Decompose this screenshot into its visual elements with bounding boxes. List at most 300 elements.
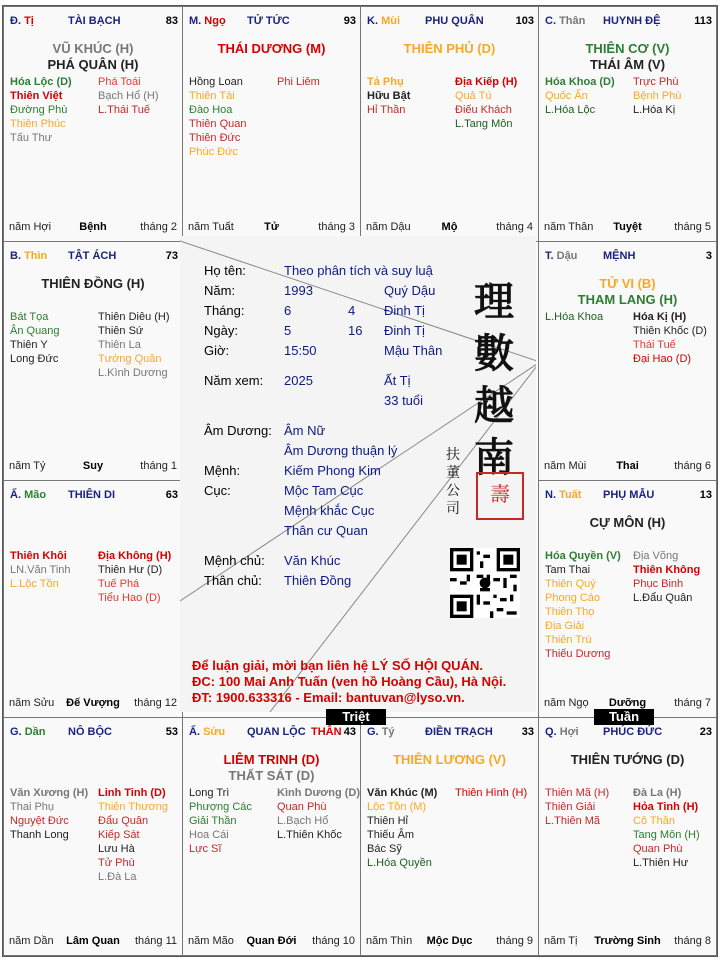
palace-branch [367, 15, 400, 27]
minor-star: Long Trì [189, 787, 230, 799]
minor-star: Thiên Đức [189, 132, 241, 144]
footer-month: tháng 4 [496, 221, 533, 233]
palace-number: 63 [165, 489, 178, 501]
ho-ten-value: Theo phân tích và suy luậ [284, 263, 433, 278]
nam-can-chi: Quý Dậu [384, 283, 436, 298]
minor-star: L.Hóa Kị [633, 104, 676, 116]
minor-star: L.Hóa Lộc [545, 104, 596, 116]
palace-tu-tuc[interactable] [182, 6, 361, 242]
palace-tat-ach[interactable] [3, 241, 183, 481]
minor-star: L.Thái Tuế [98, 104, 150, 116]
palace-huynh-de[interactable] [538, 6, 717, 242]
minor-star: Thiên Giải [545, 801, 596, 813]
stars-left-column [10, 549, 71, 591]
minor-star: Lực Sĩ [189, 843, 222, 855]
branch-prefix: K. [367, 15, 378, 27]
minor-star: Thiên Khốc (D) [633, 325, 707, 337]
than-chu-label: Thân chủ: [204, 573, 262, 588]
contact-phone-email[interactable]: ĐT: 1900.633316 - Email: bantuvan@lyso.vn. [192, 690, 465, 705]
stars-left-column [367, 786, 437, 870]
minor-star: Địa Giải [545, 620, 585, 632]
palace-dien-trach[interactable] [360, 717, 539, 956]
stars-right-column [98, 75, 159, 117]
palace-name: PHU QUÂN [425, 15, 484, 27]
stars-right-column [633, 549, 700, 605]
stars-right-column [633, 786, 700, 870]
minor-star: Thái Tuế [633, 339, 676, 351]
palace-branch [545, 15, 585, 27]
nam-xem-can-chi: Ất Tị [384, 373, 411, 388]
palace-header [8, 726, 178, 740]
minor-star: Phi Liêm [277, 76, 320, 88]
main-stars [539, 752, 716, 768]
palace-name: TÀI BẠCH [68, 15, 121, 27]
main-star: THAM LANG (H) [577, 292, 678, 307]
palace-number: 3 [705, 250, 712, 262]
stars-right-column [98, 786, 168, 884]
palace-name: HUYNH ĐỆ [603, 15, 661, 27]
palace-number: 93 [343, 15, 356, 27]
thang-label: Tháng: [204, 303, 245, 318]
minor-star: Thiên Diêu (H) [98, 311, 170, 323]
palace-name: PHÚC ĐỨC [603, 726, 663, 738]
footer-month: tháng 5 [674, 221, 711, 233]
minor-star: L.Hóa Khoa [545, 311, 604, 323]
minor-star: Tấu Thư [10, 132, 53, 144]
branch-prefix: B. [10, 250, 21, 262]
main-star: THÁI ÂM (V) [589, 57, 666, 72]
calligraphy-char: 越 [474, 382, 514, 429]
palace-footer [544, 221, 711, 235]
palace-branch [10, 726, 45, 738]
branch-prefix: G. [367, 726, 379, 738]
minor-star: Kình Dương (D) [277, 787, 360, 799]
footer-year: năm Dần [9, 935, 54, 947]
stars-right-column [455, 75, 517, 131]
footer-year: năm Tuất [188, 221, 234, 233]
main-stars [4, 41, 182, 73]
minor-star: Quốc Ấn [545, 90, 588, 102]
palace-footer [9, 221, 177, 235]
palace-number: 103 [515, 15, 534, 27]
thang-value: 6 [284, 303, 292, 318]
footer-stage: Suy [82, 460, 104, 472]
minor-star: Địa Không (H) [98, 550, 172, 562]
calligraphy-char: 數 [474, 330, 514, 377]
main-stars [4, 276, 182, 292]
main-stars [539, 276, 716, 308]
footer-month: tháng 10 [312, 935, 355, 947]
main-star: THIÊN TƯỚNG (D) [570, 752, 685, 767]
minor-star: L.Đà La [98, 871, 137, 883]
footer-stage: Bệnh [79, 221, 107, 233]
palace-tai-bach[interactable] [3, 6, 183, 242]
footer-stage: Mộ [441, 221, 458, 233]
palace-branch [545, 250, 577, 262]
palace-footer [188, 221, 355, 235]
minor-star: Lộc Tồn (M) [367, 801, 427, 813]
main-star: THÁI DƯƠNG (M) [217, 41, 326, 56]
footer-month: tháng 6 [674, 460, 711, 472]
minor-star: L.Thiên Mã [545, 815, 601, 827]
palace-number: 23 [699, 726, 712, 738]
palace-phuc-duc[interactable] [538, 717, 717, 956]
minor-star: Tuế Phá [98, 578, 140, 590]
minor-star: Tả Phụ [367, 76, 404, 88]
minor-star: Địa Kiếp (H) [455, 76, 518, 88]
stars-right-column [455, 786, 527, 800]
branch-name: Thân [559, 15, 586, 27]
minor-star: L.Tang Môn [455, 118, 513, 130]
minor-star: Hóa Khoa (D) [545, 76, 615, 88]
minor-star: Bác Sỹ [367, 843, 402, 855]
branch-prefix: Ấ. [189, 726, 200, 738]
footer-year: năm Sửu [9, 697, 55, 709]
footer-stage: Thai [616, 460, 639, 472]
gio-label: Giờ: [204, 343, 230, 358]
calligraphy [464, 276, 524, 484]
minor-star: Thiên Hình (H) [455, 787, 528, 799]
small-cal-char: 董 [446, 465, 460, 481]
palace-phu-quan[interactable] [360, 6, 539, 242]
minor-star: Phong Cáo [545, 592, 601, 604]
footer-month: tháng 12 [134, 697, 177, 709]
stars-left-column [545, 549, 621, 661]
minor-star: Thiên Sứ [98, 325, 144, 337]
palace-number: 73 [165, 250, 178, 262]
minor-star: Thiếu Âm [367, 829, 415, 841]
minor-star: Hữu Bật [367, 90, 411, 102]
footer-stage: Lâm Quan [66, 935, 120, 947]
main-stars [361, 752, 538, 768]
tuoi: 33 tuổi [384, 393, 424, 408]
branch-prefix: M. [189, 15, 202, 27]
footer-stage: Đế Vượng [66, 697, 120, 709]
minor-star: Nguyệt Đức [10, 815, 69, 827]
palace-footer [9, 460, 177, 474]
palace-branch [545, 489, 581, 501]
palace-header [543, 15, 712, 29]
nam-xem-value: 2025 [284, 373, 313, 388]
stars-left-column [189, 786, 252, 856]
minor-star: Đại Hao (D) [633, 353, 692, 365]
minor-star: L.Thiên Hư [633, 857, 689, 869]
palace-header [543, 726, 712, 740]
palace-branch [367, 726, 395, 738]
minor-star: Thiên Hư (D) [98, 564, 163, 576]
calligraphy-char: 南 [474, 434, 514, 481]
small-cal-char: 公 [446, 483, 460, 499]
branch-name: Mão [24, 489, 47, 501]
branch-name: Sửu [203, 726, 226, 738]
branch-name: Hợi [559, 726, 579, 738]
palace-header [187, 726, 356, 740]
footer-stage: Quan Đới [246, 935, 297, 947]
branch-prefix: G. [10, 726, 22, 738]
minor-star: Hóa Quyền (V) [545, 550, 621, 562]
footer-year: năm Tý [9, 460, 46, 472]
main-star: THẤT SÁT (D) [228, 768, 315, 783]
tuan-marker: Tuần [594, 709, 654, 725]
ngay-am: 16 [348, 323, 363, 338]
main-star: THIÊN ĐỒNG (H) [41, 276, 145, 291]
palace-branch [189, 726, 225, 738]
palace-footer [366, 221, 533, 235]
than-cu: Thân cư Quan [284, 523, 368, 538]
stars-left-column [10, 786, 88, 842]
branch-name: Tị [24, 15, 34, 27]
palace-number: 13 [699, 489, 712, 501]
palace-footer [188, 935, 355, 949]
palace-header [187, 15, 356, 29]
minor-star: Quan Phù [633, 843, 683, 855]
main-star: THIÊN LƯƠNG (V) [393, 752, 506, 767]
nam-value: 1993 [284, 283, 313, 298]
minor-star: Tử Phù [98, 857, 135, 869]
minor-star: Đường Phù [10, 104, 68, 116]
branch-name: Tý [381, 726, 395, 738]
minor-star: Tam Thai [545, 564, 591, 576]
minor-star: Giải Thần [189, 815, 237, 827]
minor-star: Hỉ Thần [367, 104, 406, 116]
branch-name: Ngọ [204, 15, 226, 27]
footer-month: tháng 9 [496, 935, 533, 947]
palace-footer [544, 935, 711, 949]
palace-no-boc[interactable] [3, 717, 183, 956]
minor-star: Long Đức [10, 353, 59, 365]
minor-star: Quả Tú [455, 90, 492, 102]
stars-right-column [98, 549, 171, 605]
stars-right-column [98, 310, 170, 380]
minor-star: Thiên La [98, 339, 141, 351]
minor-star: Bát Tọa [10, 311, 49, 323]
palace-name: THIÊN DI [68, 489, 116, 501]
minor-star: Phượng Các [189, 801, 252, 813]
stars-right-column [633, 310, 707, 366]
branch-name: Tuất [559, 489, 582, 501]
footer-stage: Dưỡng [608, 697, 647, 709]
minor-star: Lưu Hà [98, 843, 135, 855]
footer-stage: Tuyệt [613, 221, 642, 233]
stars-left-column [10, 75, 72, 145]
minor-star: Thai Phụ [10, 801, 55, 813]
minor-star: L.Thiên Khốc [277, 829, 342, 841]
footer-year: năm Ngọ [544, 697, 589, 709]
minor-star: Tang Môn (H) [633, 829, 700, 841]
stars-left-column [10, 310, 60, 366]
minor-star: Thiên Y [10, 339, 48, 351]
main-star: THIÊN CƠ (V) [585, 41, 670, 56]
center-info-panel [180, 236, 536, 712]
minor-star: Điếu Khách [455, 104, 512, 116]
palace-branch [10, 250, 47, 262]
palace-name: TẬT ÁCH [68, 250, 117, 262]
palace-branch [189, 15, 226, 27]
minor-star: Địa Võng [633, 550, 679, 562]
menh-value: Kiếm Phong Kim [284, 463, 381, 478]
palace-footer [366, 935, 533, 949]
stars-right-column [277, 786, 360, 842]
palace-thien-di[interactable] [3, 480, 183, 718]
footer-year: năm Hợi [9, 221, 52, 233]
minor-star: L.Lộc Tồn [10, 578, 59, 590]
palace-name: PHỤ MẪU [603, 489, 655, 501]
minor-star: Phúc Đức [189, 146, 238, 158]
branch-prefix: Ấ. [10, 489, 21, 501]
minor-star: Phục Binh [633, 578, 684, 590]
palace-footer [544, 460, 711, 474]
footer-year: năm Mùi [544, 460, 587, 472]
stars-right-column [277, 75, 320, 89]
qr-code-icon[interactable] [450, 548, 520, 618]
thang-am: 4 [348, 303, 356, 318]
minor-star: Thiên Việt [10, 90, 63, 102]
footer-month: tháng 11 [134, 935, 177, 947]
minor-star: Thiếu Dương [545, 648, 611, 660]
ngay-can-chi: Đinh Tị [384, 323, 425, 338]
small-cal-char: 扶 [446, 447, 460, 463]
palace-branch [10, 489, 46, 501]
stars-left-column [545, 310, 603, 324]
palace-header [543, 250, 712, 264]
nam-label: Năm: [204, 283, 236, 298]
small-calligraphy [446, 446, 464, 518]
am-duong-label: Âm Dương: [204, 423, 272, 438]
palace-header [543, 489, 712, 503]
minor-star: Quan Phù [277, 801, 327, 813]
branch-name: Dậu [556, 250, 578, 262]
contact-info [192, 658, 506, 706]
minor-star: Tướng Quân [98, 353, 162, 365]
footer-stage: Tử [264, 221, 279, 233]
footer-month: tháng 8 [674, 935, 711, 947]
minor-star: Cô Thần [633, 815, 675, 827]
palace-phu-mau[interactable] [538, 480, 717, 718]
palace-name: MỆNH [603, 250, 636, 262]
cuc-relation: Mệnh khắc Cục [284, 503, 375, 518]
minor-star: Thiên Khôi [10, 550, 67, 562]
footer-stage: Mộc Dục [426, 935, 473, 947]
stars-left-column [545, 75, 615, 117]
ho-ten-label: Họ tên: [204, 263, 246, 278]
footer-month: tháng 7 [674, 697, 711, 709]
gio-value: 15:50 [284, 343, 317, 358]
palace-quan-loc[interactable] [182, 717, 361, 956]
minor-star: Bệnh Phù [633, 90, 682, 102]
footer-year: năm Mão [188, 935, 234, 947]
palace-menh[interactable] [538, 241, 717, 481]
minor-star: Thiên Thọ [545, 606, 595, 618]
minor-star: Hỏa Tinh (H) [633, 801, 699, 813]
main-stars [183, 752, 360, 784]
contact-line: Để luận giải, mời bạn liên hệ LÝ SỐ HỘI QUÁN. [192, 658, 483, 673]
minor-star: Thiên Quý [545, 578, 596, 590]
minor-star: LN.Văn Tinh [10, 564, 71, 576]
branch-name: Thìn [24, 250, 48, 262]
main-star: LIÊM TRINH (D) [223, 752, 320, 767]
branch-prefix: Đ. [10, 15, 21, 27]
thang-can-chi: Đinh Tị [384, 303, 425, 318]
minor-star: Hoa Cái [189, 829, 229, 841]
minor-star: L.Hóa Quyền [367, 857, 432, 869]
minor-star: Thiên Quan [189, 118, 247, 130]
palace-number: 53 [165, 726, 178, 738]
minor-star: Ân Quang [10, 325, 60, 337]
palace-footer [9, 935, 177, 949]
footer-month: tháng 1 [140, 460, 177, 472]
stars-left-column [189, 75, 246, 159]
minor-star: Tiểu Hao (D) [98, 592, 161, 604]
minor-star: L.Kình Dương [98, 367, 168, 379]
ngay-value: 5 [284, 323, 292, 338]
footer-year: năm Thìn [366, 935, 413, 947]
footer-year: năm Dậu [366, 221, 411, 233]
calligraphy-char: 理 [474, 278, 514, 325]
palace-header [365, 15, 534, 29]
main-star: CỰ MÔN (H) [589, 515, 666, 530]
main-star: PHÁ QUÂN (H) [47, 57, 139, 72]
branch-name: Mùi [381, 15, 401, 27]
minor-star: L.Bạch Hổ [277, 815, 329, 827]
palace-name: NÔ BỘC [68, 726, 112, 738]
palace-name: ĐIỀN TRẠCH [425, 726, 493, 738]
am-duong-ly: Âm Dương thuận lý [284, 443, 398, 458]
am-duong-value: Âm Nữ [284, 423, 326, 438]
menh-chu-value: Văn Khúc [284, 553, 341, 568]
menh-label: Mệnh: [204, 463, 241, 478]
contact-address: ĐC: 100 Mai Anh Tuấn (ven hồ Hoàng Cầu), Hà Nội. [192, 674, 507, 689]
minor-star: Hồng Loan [189, 76, 243, 88]
nam-xem-label: Năm xem: [204, 373, 264, 388]
minor-star: Thiên Không [633, 564, 701, 576]
minor-star: Văn Xương (H) [10, 787, 89, 799]
minor-star: L.Đẩu Quân [633, 592, 693, 604]
palace-header [8, 489, 178, 503]
footer-month: tháng 3 [318, 221, 355, 233]
branch-prefix: T. [545, 250, 554, 262]
minor-star: Phá Toái [98, 76, 141, 88]
minor-star: Thiên Phúc [10, 118, 66, 130]
footer-year: năm Tị [544, 935, 578, 947]
minor-star: Thanh Long [10, 829, 69, 841]
footer-month: tháng 2 [140, 221, 177, 233]
branch-prefix: N. [545, 489, 556, 501]
minor-star: Thiên Mã (H) [545, 787, 610, 799]
stars-left-column [545, 786, 609, 828]
branch-prefix: Q. [545, 726, 557, 738]
minor-star: Linh Tinh (D) [98, 787, 166, 799]
branch-prefix: C. [545, 15, 556, 27]
palace-name: TỬ TỨC [247, 15, 290, 27]
minor-star: Đà La (H) [633, 787, 682, 799]
branch-name: Dần [24, 726, 46, 738]
than-chu-value: Thiên Đồng [284, 573, 352, 588]
ngay-label: Ngày: [204, 323, 238, 338]
triet-marker: Triệt [326, 709, 386, 725]
minor-star: Hóa Kị (H) [633, 311, 687, 323]
cuc-label: Cục: [204, 483, 231, 498]
cuc-value: Mộc Tam Cục [284, 483, 364, 498]
palace-branch [10, 15, 34, 27]
main-stars [539, 515, 716, 531]
minor-star: Văn Khúc (M) [367, 787, 438, 799]
minor-star: Trực Phù [633, 76, 679, 88]
main-star: TỬ VI (B) [599, 276, 656, 291]
stars-left-column [367, 75, 410, 117]
palace-header [8, 250, 178, 264]
minor-star: Hóa Lộc (D) [10, 76, 72, 88]
main-star: THIÊN PHỦ (D) [403, 41, 496, 56]
